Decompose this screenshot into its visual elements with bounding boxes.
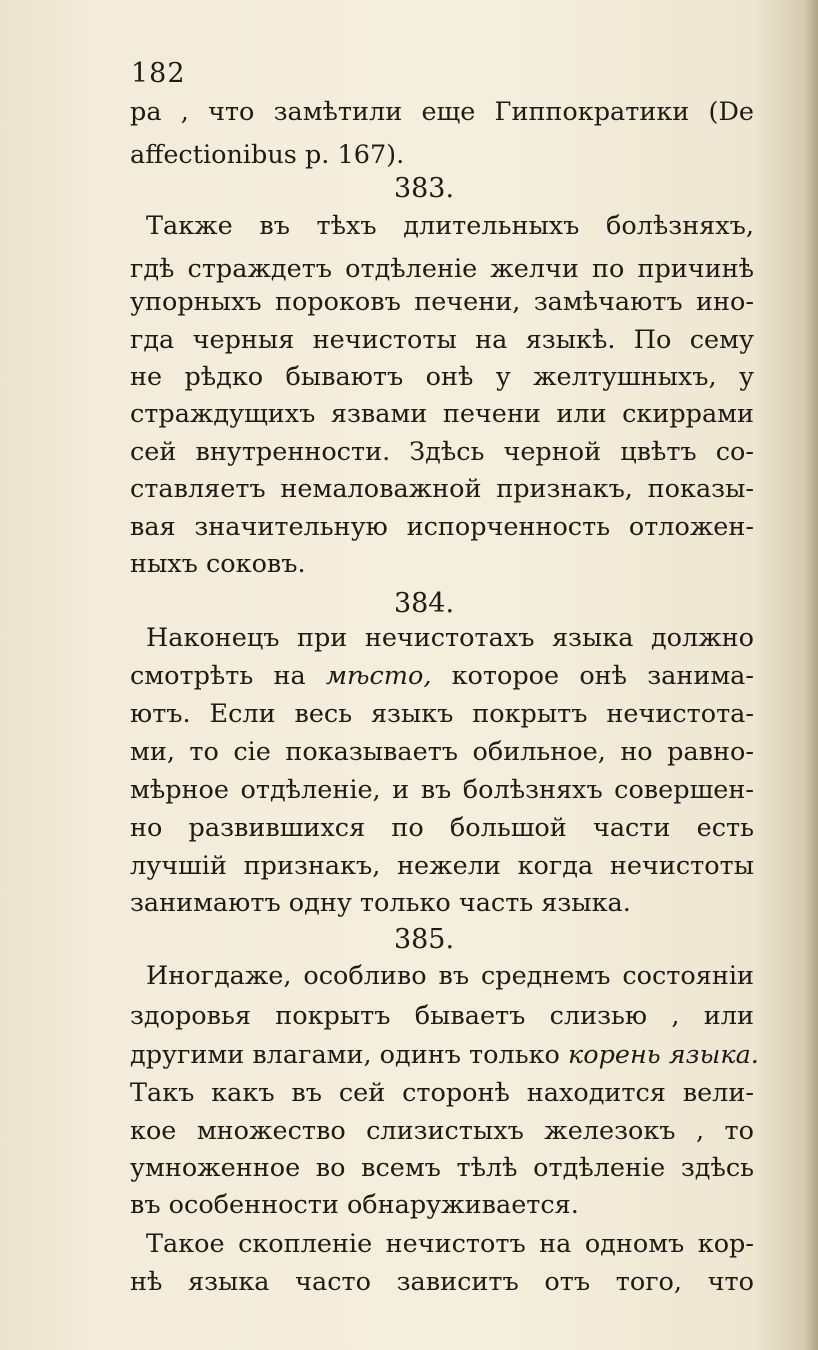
text-span: которое онѣ занима- [431,661,754,691]
section-number-385: 385. [393,924,455,955]
emphasis-text: мѣсто, [325,661,432,691]
text-line: гдѣ страждетъ отдѣленіе желчи по причинѣ [130,254,754,284]
paragraph-first-line: Наконецъ при нечистотахъ языка должно [146,623,754,653]
paragraph-first-line: Также въ тѣхъ длительныхъ болѣзняхъ, [146,211,754,241]
text-line: ныхъ соковъ. [130,549,306,579]
text-line: ми, то сіе показываетъ обильное, но равно- [130,737,754,767]
text-line-with-emphasis [130,1040,759,1070]
text-line: лучшій признакъ, нежели когда нечистоты [130,851,754,881]
text-line-with-emphasis [130,661,754,691]
paragraph-first-line: Иногдаже, особливо въ среднемъ состояніи [146,961,754,991]
text-line: affectionibus p. 167). [130,140,405,170]
text-line: мѣрное отдѣленіе, и въ болѣзняхъ совершен- [130,775,754,805]
section-number-383: 383. [393,173,455,204]
text-line: занимаютъ одну только часть языка. [130,888,631,918]
text-line: нѣ языка часто зависитъ отъ того, что [130,1267,754,1297]
text-line: ра , что замѣтили еще Гиппократики (De [130,97,754,127]
text-line: страждущихъ язвами печени или скиррами [130,399,754,429]
text-line: ютъ. Если весь языкъ покрытъ нечистота- [130,699,754,729]
text-span: смотрѣть на [130,661,326,691]
text-line: Такъ какъ въ сей сторонѣ находится вели- [130,1078,754,1108]
page-number: 182 [131,58,186,89]
paragraph-first-line: Такое скопленіе нечистотъ на одномъ кор- [146,1229,754,1259]
text-line: упорныхъ пороковъ печени, замѣчаютъ ино- [130,287,754,317]
text-span: другими влагами, одинъ только [130,1040,568,1070]
text-line: въ особенности обнаруживается. [130,1190,579,1220]
text-line: но развившихся по большой части есть [130,813,754,843]
text-line: гда черныя нечистоты на языкѣ. По сему [130,325,754,355]
text-line: здоровья покрытъ бываетъ слизью , или [130,1001,754,1031]
text-line: кое множество слизистыхъ железокъ , то [130,1116,754,1146]
emphasis-text: корень языка. [568,1040,759,1070]
text-line: умноженное во всемъ тѣлѣ отдѣленіе здѣсь [130,1153,754,1183]
section-number-384: 384. [393,588,455,619]
text-line: сей внутренности. Здѣсь черной цвѣтъ со- [130,437,754,467]
text-line: вая значительную испорченность отложен- [130,512,754,542]
text-line: не рѣдко бываютъ онѣ у желтушныхъ, у [130,362,754,392]
text-line: ставляетъ немаловажной признакъ, показы- [130,474,754,504]
